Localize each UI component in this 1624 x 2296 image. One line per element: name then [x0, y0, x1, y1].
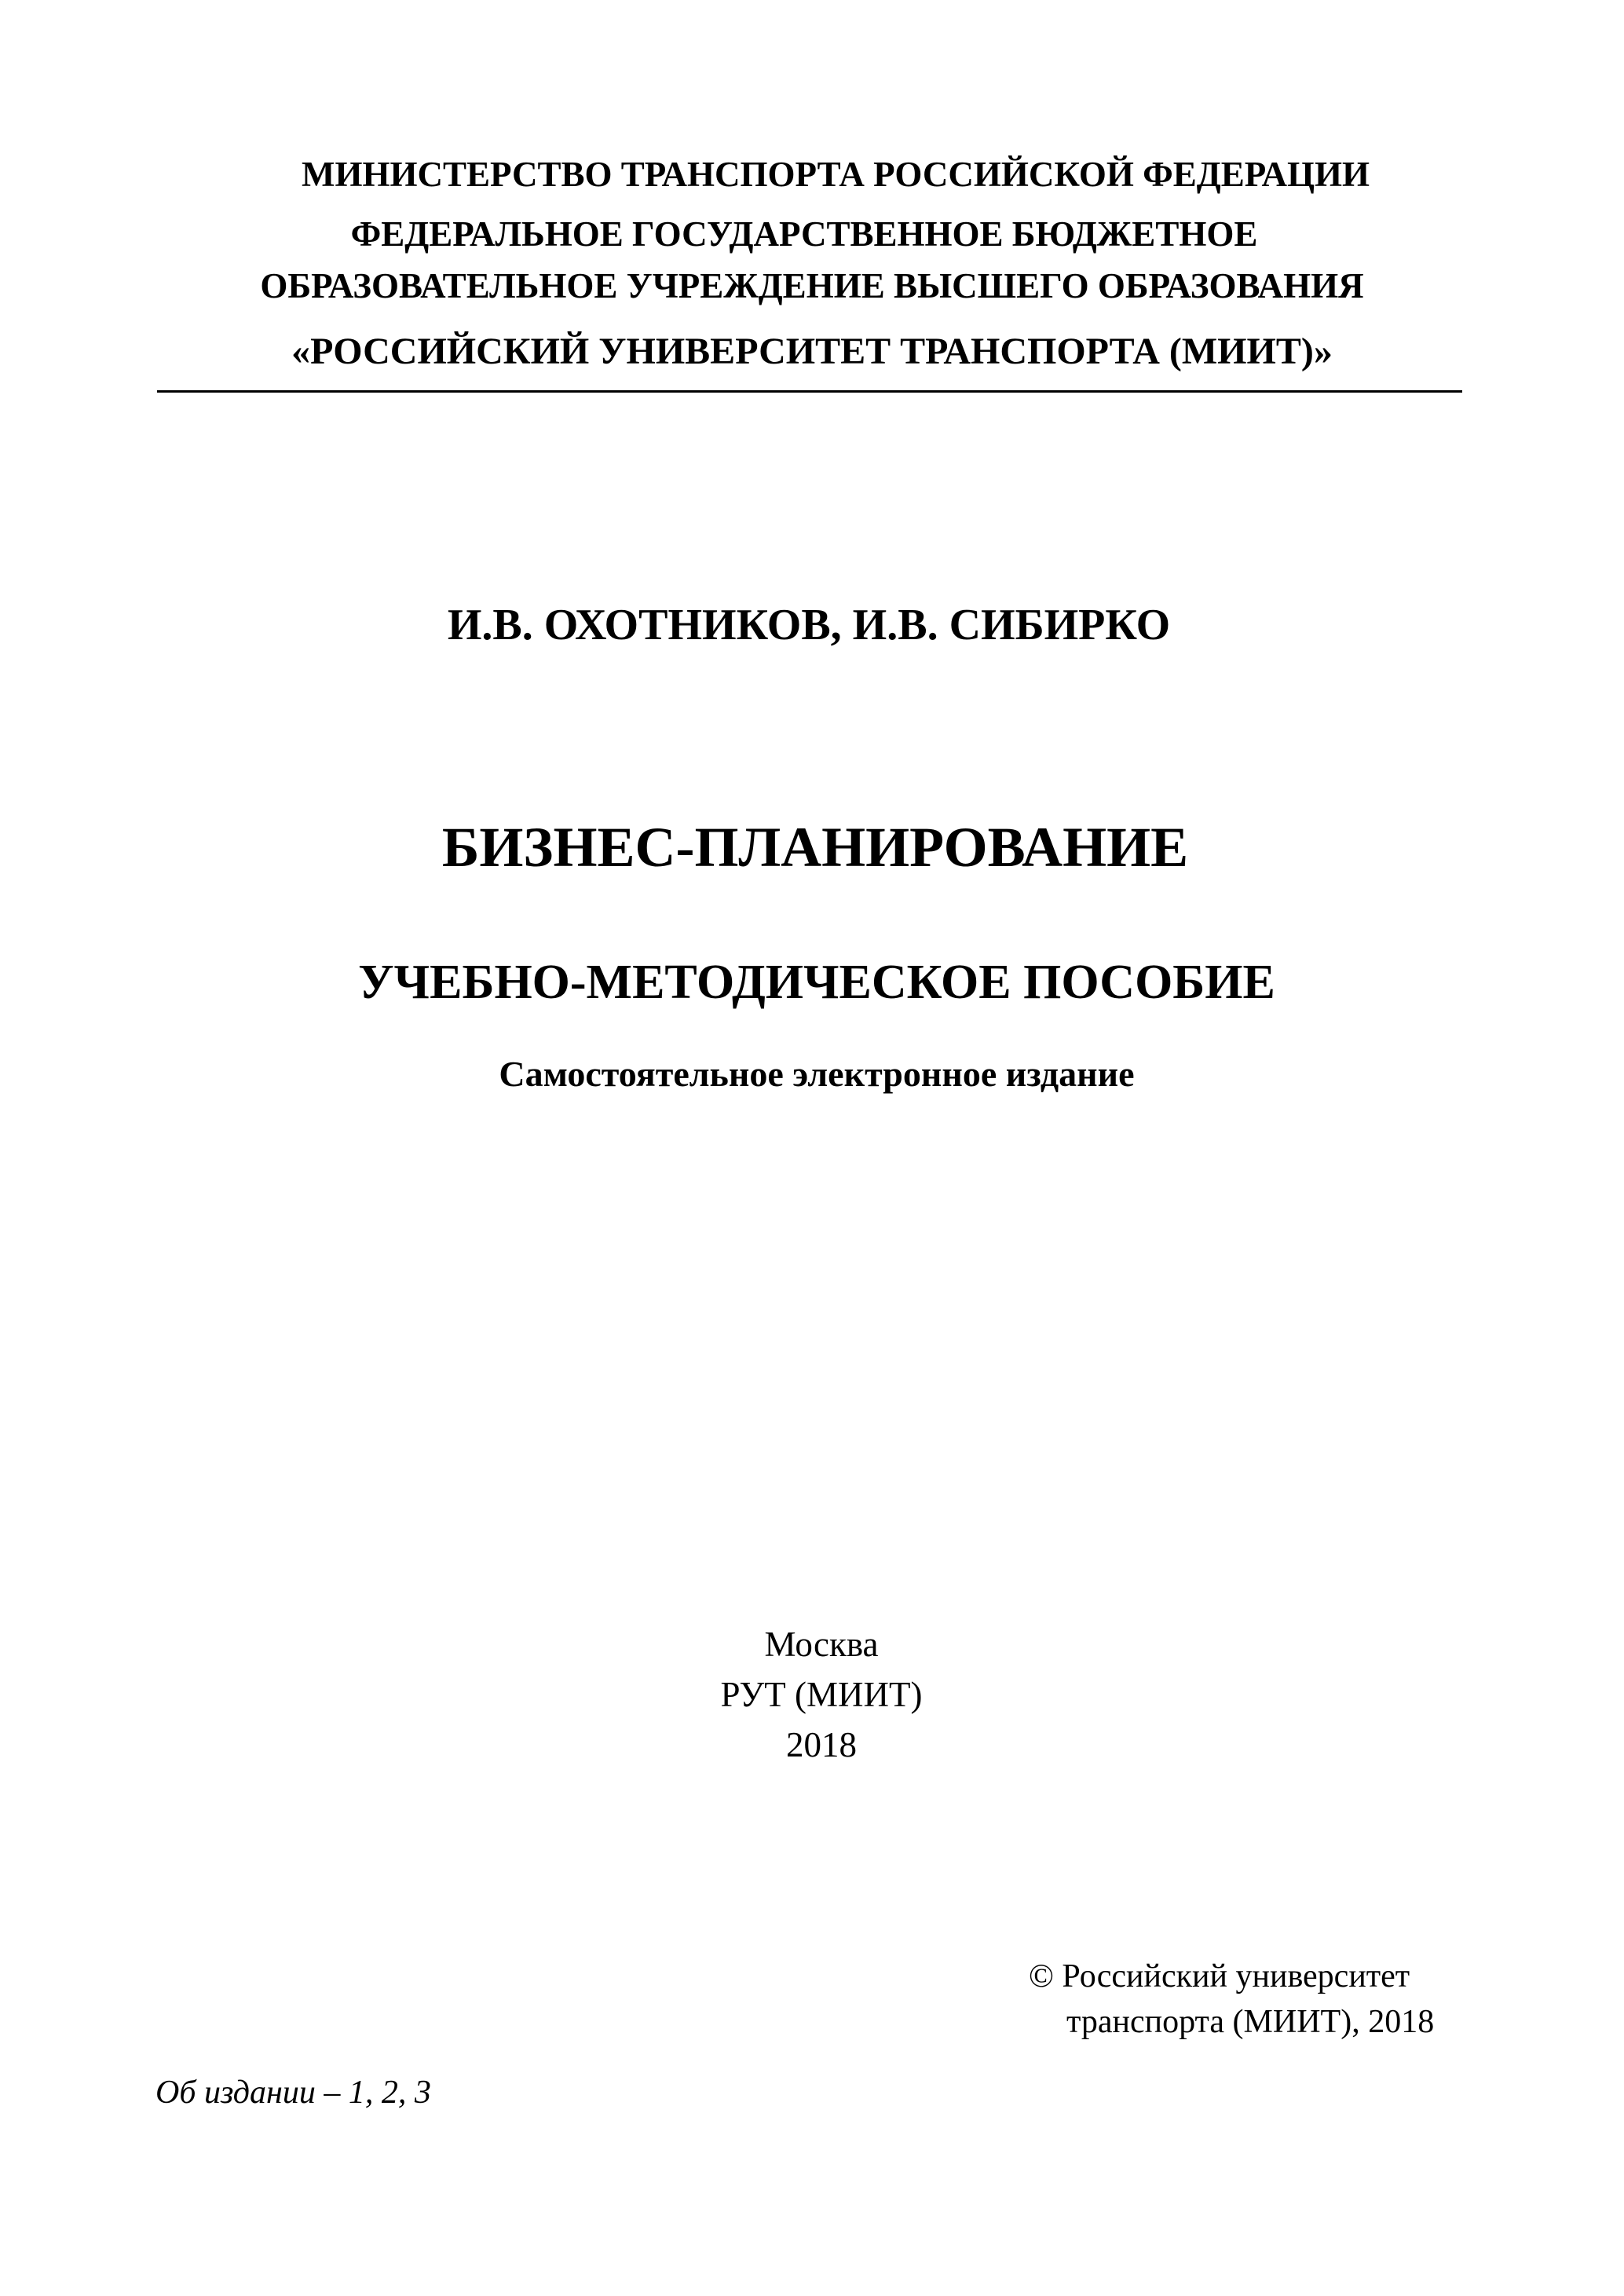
copyright-line2: транспорта (МИИТ), 2018 [1066, 2004, 1435, 2040]
header-divider [157, 390, 1462, 393]
institution-heading-line1: ФЕДЕРАЛЬНОЕ ГОСУДАРСТВЕННОЕ БЮДЖЕТНОЕ [350, 214, 1258, 254]
imprint-city: Москва [764, 1625, 879, 1664]
copyright-line1: © Российский университет [1029, 1958, 1410, 1994]
book-subtitle: УЧЕБНО-МЕТОДИЧЕСКОЕ ПОСОБИЕ [358, 956, 1275, 1009]
imprint-publisher: РУТ (МИИТ) [720, 1675, 923, 1714]
edition-type: Самостоятельное электронное издание [499, 1054, 1135, 1094]
about-edition-link[interactable]: Об издании – 1, 2, 3 [155, 2075, 431, 2111]
authors: И.В. ОХОТНИКОВ, И.В. СИБИРКО [447, 601, 1171, 649]
imprint-year: 2018 [786, 1725, 857, 1764]
copyright-notice [1029, 1954, 1434, 2045]
book-title: БИЗНЕС-ПЛАНИРОВАНИЕ [441, 816, 1189, 879]
university-heading: «РОССИЙСКИЙ УНИВЕРСИТЕТ ТРАНСПОРТА (МИИТ)» [291, 331, 1333, 372]
ministry-heading: МИНИСТЕРСТВО ТРАНСПОРТА РОССИЙСКОЙ ФЕДЕРАЦИИ [301, 155, 1370, 194]
institution-heading-line2: ОБРАЗОВАТЕЛЬНОЕ УЧРЕЖДЕНИЕ ВЫСШЕГО ОБРАЗОВАНИЯ [260, 266, 1364, 305]
